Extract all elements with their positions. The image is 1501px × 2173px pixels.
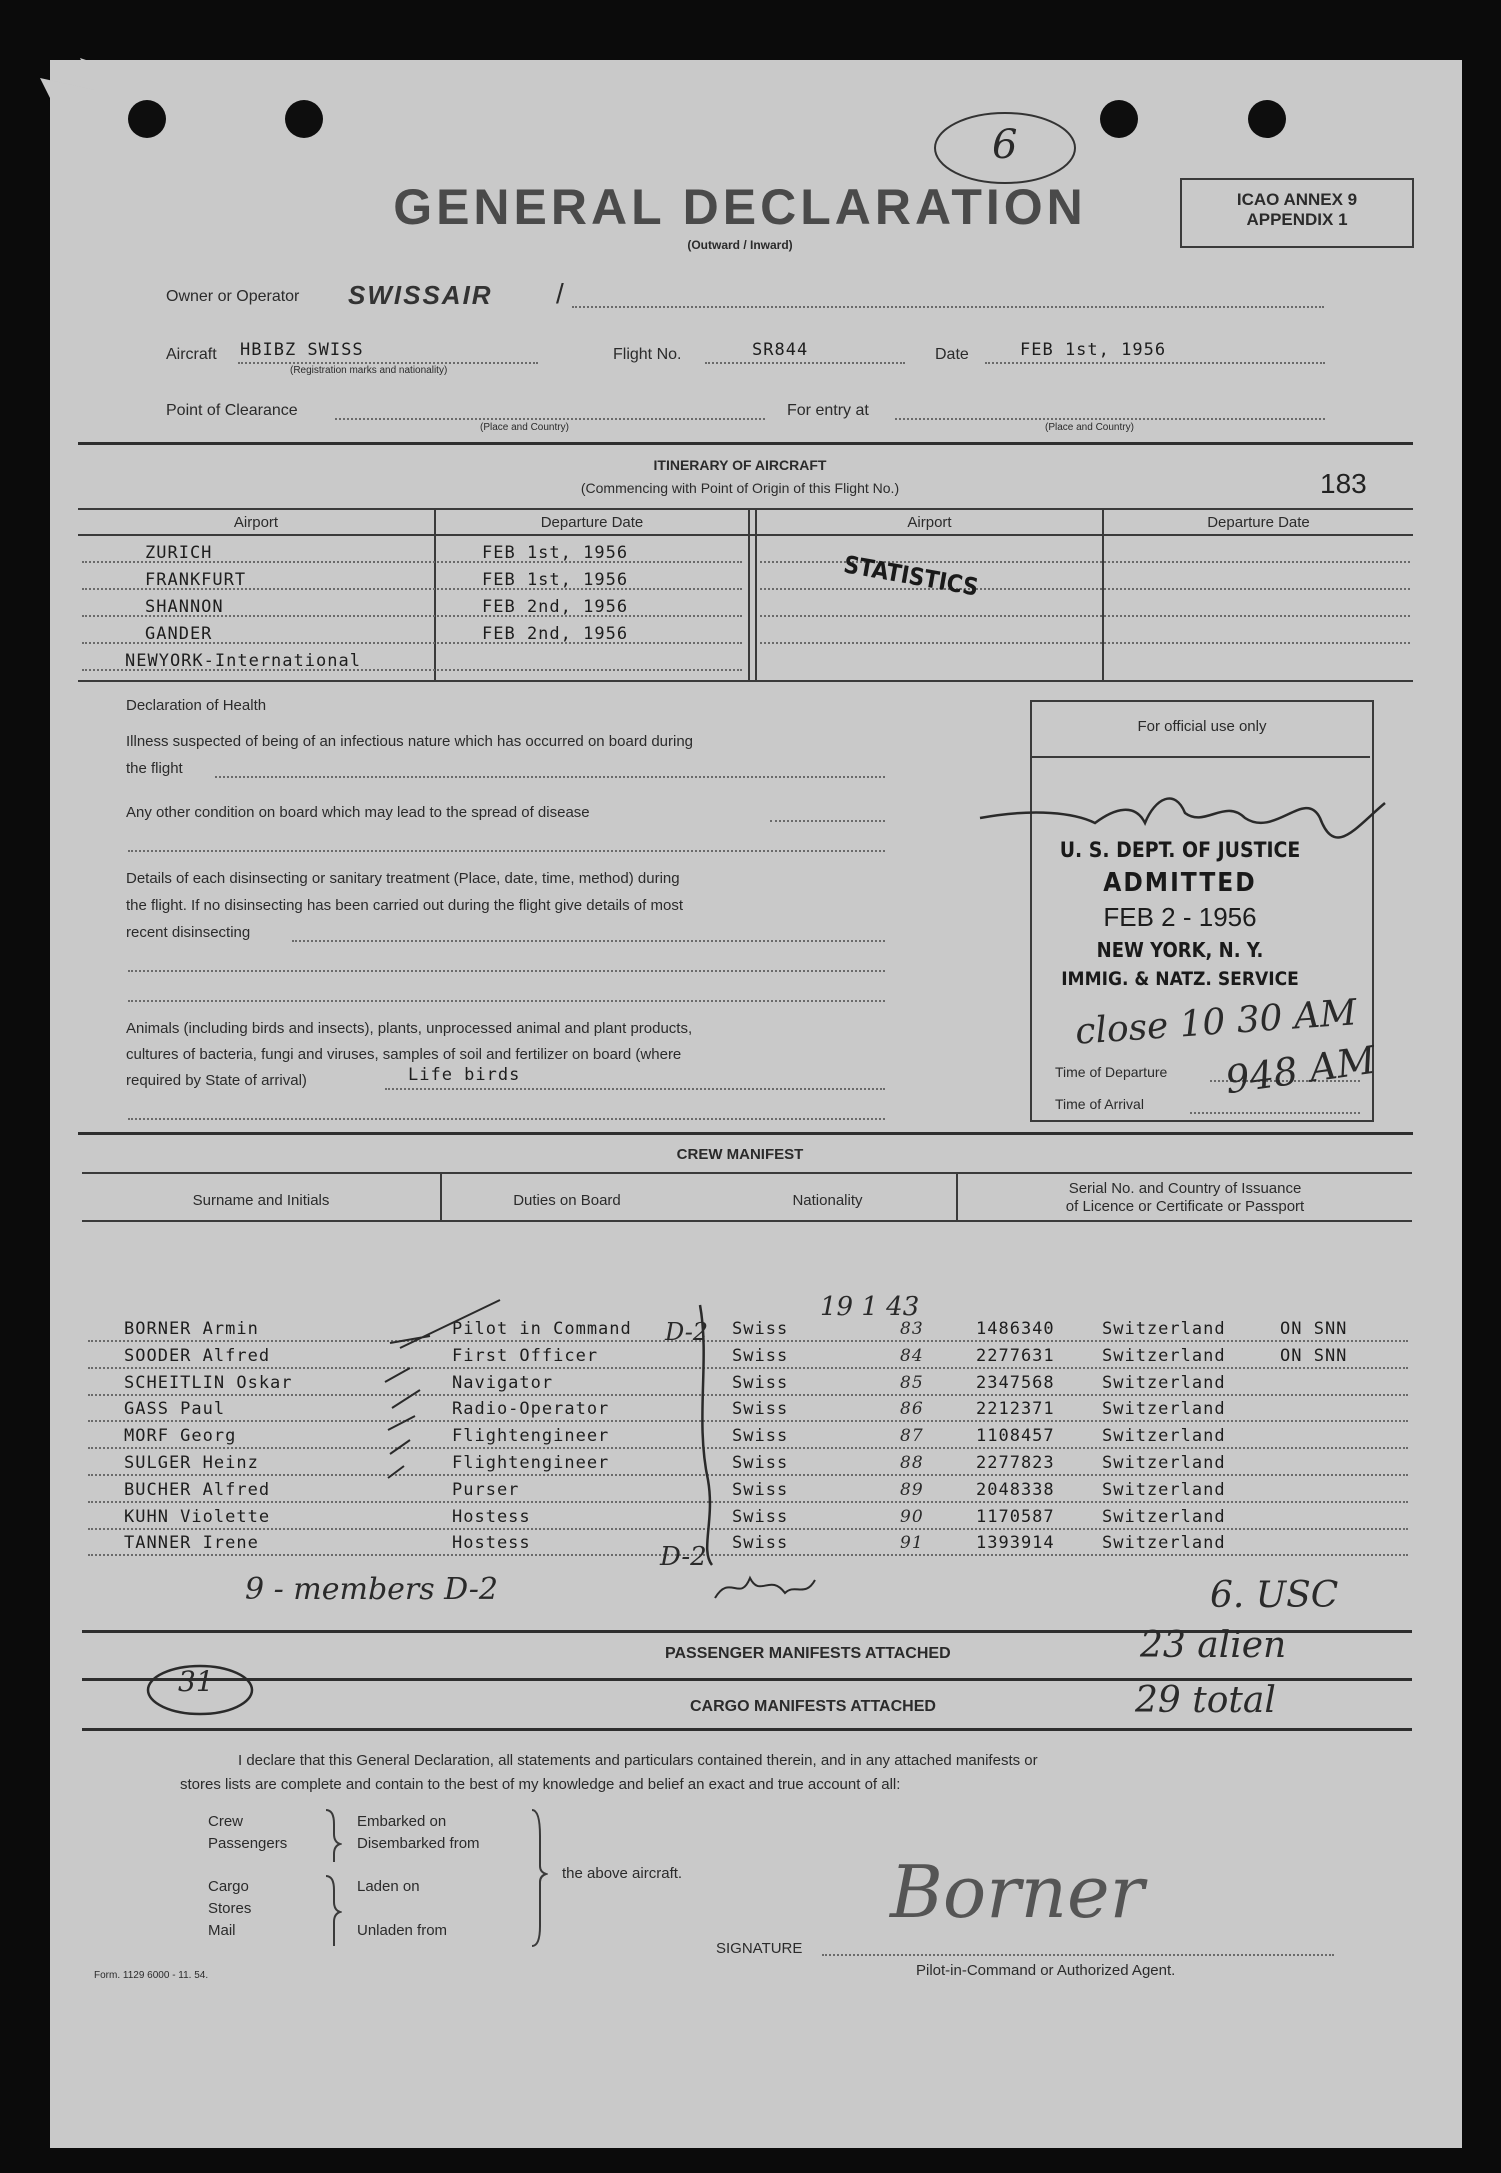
crew-country: Switzerland [1102, 1507, 1226, 1527]
crew-country: Switzerland [1102, 1399, 1226, 1419]
health-q2: Any other condition on board which may lead to the spread of disease [126, 804, 590, 821]
crew-nationality: Swiss [732, 1346, 789, 1366]
crew-title: CREW MANIFEST [676, 1146, 804, 1163]
crew-nationality: Swiss [732, 1533, 789, 1553]
crew-name: SULGER Heinz [124, 1453, 259, 1473]
time-arrival-label: Time of Arrival [1055, 1096, 1144, 1112]
health-q4-line1: Animals (including birds and insects), plants, unprocessed animal and plant products, [126, 1020, 693, 1037]
hand-initials [710, 1568, 820, 1608]
close-note: close 10 30 AM [1073, 992, 1359, 1053]
form-subtitle: (Outward / Inward) [687, 238, 793, 252]
health-q4-answer: Life birds [408, 1065, 521, 1085]
health-q4-line2: cultures of bacteria, fungi and viruses, samples of soil and fertilizer on board (where [126, 1046, 682, 1063]
crew-hand-number: 85 [900, 1373, 924, 1393]
decl-cargo: Cargo [208, 1878, 249, 1895]
crew-duty: Pilot in Command [452, 1319, 632, 1339]
owner-slash: / [556, 278, 564, 309]
crew-serial: 2048338 [976, 1480, 1055, 1500]
crew-col-nationality: Nationality [792, 1192, 863, 1209]
itinerary-col-departure-2: Departure Date [1207, 514, 1310, 531]
decl-disembarked: Disembarked from [357, 1835, 480, 1852]
table-rule [78, 534, 1413, 536]
flight-no-field-line [705, 362, 905, 364]
crew-name: MORF Georg [124, 1426, 237, 1446]
crew-duty: Flightengineer [452, 1453, 610, 1473]
clearance-field-line [335, 418, 765, 420]
crew-serial: 2212371 [976, 1399, 1055, 1419]
crew-col-duties: Duties on Board [513, 1192, 621, 1209]
crew-name: SOODER Alfred [124, 1346, 271, 1366]
field-line [1190, 1112, 1360, 1114]
punch-hole [285, 100, 323, 138]
crew-duty: First Officer [452, 1346, 599, 1366]
itinerary-col-airport-2: Airport [907, 514, 952, 531]
decl-embarked: Embarked on [357, 1813, 447, 1830]
hand-bracket [690, 1300, 730, 1570]
crew-nationality: Swiss [732, 1426, 789, 1446]
date-value: FEB 1st, 1956 [1020, 340, 1167, 360]
aircraft-note: (Registration marks and nationality) [290, 365, 448, 376]
aircraft-value: HBIBZ SWISS [240, 340, 364, 360]
itinerary-subtitle: (Commencing with Point of Origin of this Flight No.) [580, 480, 900, 496]
crew-country: Switzerland [1102, 1480, 1226, 1500]
field-line [128, 1000, 885, 1002]
field-line [770, 820, 885, 822]
hand-d2-first: D-2 [665, 1318, 709, 1346]
crew-duty: Navigator [452, 1373, 554, 1393]
decl-mail: Mail [208, 1922, 236, 1939]
crew-row-line [88, 1394, 1408, 1396]
itinerary-airport-4: NEWYORK-International [125, 651, 361, 671]
crew-name: BORNER Armin [124, 1319, 259, 1339]
date-label: Date [935, 346, 969, 363]
crew-hand-number: 86 [900, 1399, 924, 1419]
row-line [760, 642, 1410, 644]
signature-line [822, 1954, 1334, 1956]
form-number: Form. 1129 6000 - 11. 54. [94, 1970, 209, 1981]
crew-hand-number: 90 [900, 1507, 924, 1527]
crew-row-line [88, 1420, 1408, 1422]
decl-crew: Crew [208, 1813, 244, 1830]
clearance-note: (Place and Country) [480, 422, 569, 433]
clearance-label: Point of Clearance [166, 402, 298, 419]
stamp-line2: ADMITTED [1103, 868, 1257, 898]
table-rule [78, 508, 1413, 510]
crew-hand-number: 88 [900, 1453, 924, 1473]
owner-label: Owner or Operator [166, 288, 300, 305]
crew-country: Switzerland [1102, 1533, 1226, 1553]
hand-check-marks [380, 1298, 520, 1558]
punch-hole [1248, 100, 1286, 138]
crew-row-line [88, 1447, 1408, 1449]
brace-right [528, 1806, 548, 1956]
table-rule [82, 1172, 1412, 1174]
entry-note: (Place and Country) [1045, 422, 1134, 433]
crew-hand-number: 91 [900, 1533, 924, 1553]
crew-nationality: Swiss [732, 1373, 789, 1393]
crew-nationality: Swiss [732, 1399, 789, 1419]
health-q3-line3: recent disinsecting [126, 924, 251, 941]
crew-nationality: Swiss [732, 1453, 789, 1473]
crew-row-line [88, 1340, 1408, 1342]
crew-duty: Hostess [452, 1507, 531, 1527]
crew-nationality: Swiss [732, 1507, 789, 1527]
decl-above-aircraft: the above aircraft. [562, 1865, 683, 1882]
punch-hole [128, 100, 166, 138]
crew-hand-number: 83 [900, 1319, 924, 1339]
agent-label: Pilot-in-Command or Authorized Agent. [916, 1962, 1176, 1979]
itinerary-airport-1: FRANKFURT [145, 570, 247, 590]
crew-serial: 1170587 [976, 1507, 1055, 1527]
crew-duty: Flightengineer [452, 1426, 610, 1446]
field-line [128, 970, 885, 972]
crew-name: BUCHER Alfred [124, 1480, 271, 1500]
declaration-line2: stores lists are complete and contain to the best of my knowledge and belief an exact and true account of all: [180, 1776, 901, 1793]
official-heading: For official use only [1137, 718, 1267, 735]
crew-nationality: Swiss [732, 1480, 789, 1500]
crew-serial: 2277823 [976, 1453, 1055, 1473]
torn-corner [40, 58, 130, 148]
health-q4-line3: required by State of arrival) [126, 1072, 307, 1089]
itinerary-airport-0: ZURICH [145, 543, 213, 563]
hand-1943: 19 1 43 [820, 1292, 920, 1322]
itinerary-col-departure: Departure Date [540, 514, 644, 531]
decl-stores: Stores [208, 1900, 252, 1917]
col-divider [755, 510, 757, 682]
signature-label: SIGNATURE [716, 1940, 803, 1957]
decl-unladen: Unladen from [357, 1922, 448, 1939]
stamp-line3: FEB 2 - 1956 [1103, 902, 1257, 932]
table-rule [78, 680, 1413, 682]
owner-field-line [572, 306, 1324, 308]
health-q3-line2: the flight. If no disinsecting has been carried out during the flight give details of most [126, 897, 683, 914]
health-q1-line1: Illness suspected of being of an infectious nature which has occurred on board during [126, 733, 694, 750]
crew-serial: 1108457 [976, 1426, 1055, 1446]
decl-passengers: Passengers [208, 1835, 288, 1852]
crew-nationality: Swiss [732, 1319, 789, 1339]
section-divider [78, 1132, 1413, 1135]
hand-usc: 6. USC [1210, 1575, 1339, 1616]
declaration-line1: I declare that this General Declaration, all statements and particulars contained therein, and in any attached manifests or [238, 1752, 1038, 1769]
cargo-manifests: CARGO MANIFESTS ATTACHED [690, 1698, 936, 1715]
itinerary-date-0: FEB 1st, 1956 [482, 543, 629, 563]
crew-duty: Purser [452, 1480, 520, 1500]
crew-country: Switzerland [1102, 1319, 1226, 1339]
stamp-line1: U. S. DEPT. OF JUSTICE [1059, 838, 1301, 862]
punch-hole [1100, 100, 1138, 138]
crew-col-surname: Surname and Initials [192, 1192, 330, 1209]
hand-members: 9 - members D-2 [245, 1572, 499, 1607]
passenger-manifests: PASSENGER MANIFESTS ATTACHED [665, 1645, 951, 1662]
aircraft-field-line [238, 362, 538, 364]
crew-country: Switzerland [1102, 1346, 1226, 1366]
field-line [128, 1118, 885, 1120]
crew-name: KUHN Violette [124, 1507, 271, 1527]
form-title: GENERAL DECLARATION [393, 179, 1087, 235]
crew-name: TANNER Irene [124, 1533, 259, 1553]
field-line [292, 940, 885, 942]
crew-name: SCHEITLIN Oskar [124, 1373, 293, 1393]
aircraft-label: Aircraft [166, 346, 217, 363]
time-departure-label: Time of Departure [1055, 1064, 1168, 1080]
annex-line2: APPENDIX 1 [1246, 210, 1348, 229]
row-line [760, 588, 1410, 590]
statistics-stamp: STATISTICS [841, 550, 981, 602]
crew-country: Switzerland [1102, 1453, 1226, 1473]
field-line [385, 1088, 885, 1090]
entry-label: For entry at [787, 402, 869, 419]
hand-d2-last: D-2 [660, 1542, 707, 1572]
crew-duty: Radio-Operator [452, 1399, 610, 1419]
col-divider [748, 510, 750, 682]
itinerary-date-2: FEB 2nd, 1956 [482, 597, 629, 617]
itinerary-date-1: FEB 1st, 1956 [482, 570, 629, 590]
table-rule [82, 1220, 1412, 1222]
signature: Borner [890, 1850, 1145, 1934]
crew-hand-number: 89 [900, 1480, 924, 1500]
crew-country: Switzerland [1102, 1373, 1226, 1393]
field-line [215, 776, 885, 778]
stamp-line4: NEW YORK, N. Y. [1096, 938, 1264, 962]
crew-hand-number: 84 [900, 1346, 924, 1366]
decl-laden: Laden on [357, 1878, 420, 1895]
crew-row-line [88, 1528, 1408, 1530]
health-q3-line1: Details of each disinsecting or sanitary treatment (Place, date, time, method) during [126, 870, 680, 887]
crew-duty: Hostess [452, 1533, 531, 1553]
itinerary-airport-2: SHANNON [145, 597, 224, 617]
row-line [760, 615, 1410, 617]
box-rule [1032, 756, 1370, 758]
hand-total: 29 total [1135, 1680, 1276, 1721]
flight-no-value: SR844 [752, 340, 809, 360]
section-divider [78, 442, 1413, 445]
page-number: 183 [1320, 468, 1367, 499]
time-arrival-value: 948 AM [1222, 1037, 1379, 1103]
section-divider [82, 1728, 1412, 1731]
crew-country: Switzerland [1102, 1426, 1226, 1446]
annex-box [1180, 178, 1414, 248]
itinerary-date-3: FEB 2nd, 1956 [482, 624, 629, 644]
crew-note: ON SNN [1280, 1346, 1348, 1366]
circled-number-text: 6 [992, 122, 1018, 168]
crew-serial: 1486340 [976, 1319, 1055, 1339]
crew-name: GASS Paul [124, 1399, 226, 1419]
crew-hand-number: 87 [900, 1426, 924, 1446]
brace-left [322, 1806, 342, 1956]
crew-serial: 2277631 [976, 1346, 1055, 1366]
crew-col-serial-1: Serial No. and Country of Issuance [1068, 1180, 1302, 1197]
entry-field-line [895, 418, 1325, 420]
crew-row-line [88, 1367, 1408, 1369]
annex-line1: ICAO ANNEX 9 [1236, 190, 1358, 209]
crew-row-line [88, 1474, 1408, 1476]
hand-circled-text: 31 [178, 1665, 214, 1698]
crew-row-line [88, 1501, 1408, 1503]
crew-col-serial-2: of Licence or Certificate or Passport [1065, 1198, 1305, 1215]
crew-serial: 1393914 [976, 1533, 1055, 1553]
field-line [128, 850, 885, 852]
hand-alien: 23 alien [1140, 1625, 1287, 1666]
crew-note: ON SNN [1280, 1319, 1348, 1339]
owner-value: SWISSAIR [348, 280, 493, 310]
health-q1-line2: the flight [126, 760, 183, 777]
itinerary-title: ITINERARY OF AIRCRAFT [653, 457, 827, 473]
crew-serial: 2347568 [976, 1373, 1055, 1393]
date-field-line [985, 362, 1325, 364]
itinerary-airport-3: GANDER [145, 624, 213, 644]
crew-row-line [88, 1554, 1408, 1556]
itinerary-col-airport: Airport [233, 514, 279, 531]
col-divider [434, 510, 436, 682]
health-heading: Declaration of Health [126, 697, 267, 714]
stamp-line5: IMMIG. & NATZ. SERVICE [1061, 968, 1299, 990]
flight-no-label: Flight No. [613, 346, 682, 363]
col-divider [1102, 510, 1104, 682]
